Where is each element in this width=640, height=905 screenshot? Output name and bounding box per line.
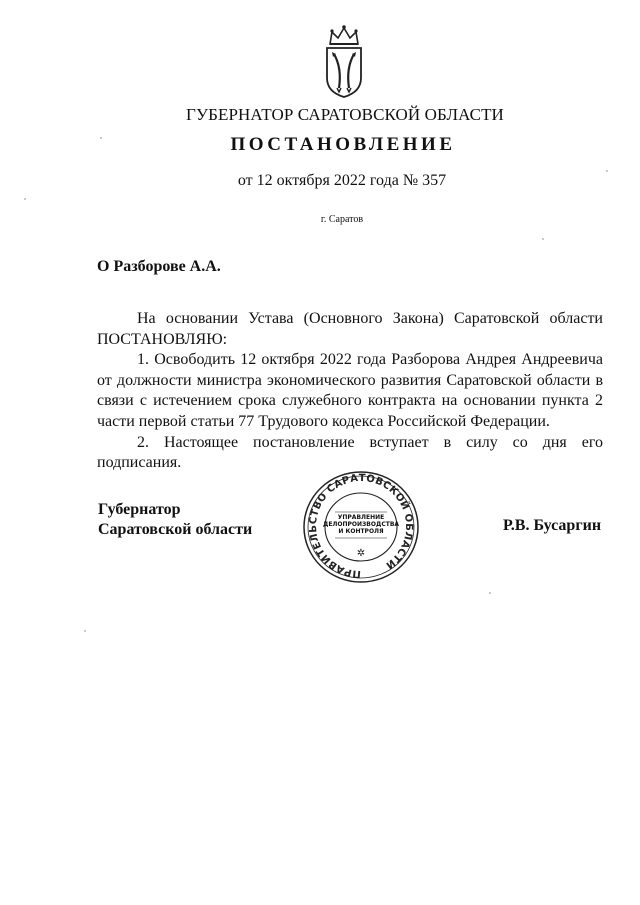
scan-speck <box>84 630 86 632</box>
body-item-1: 1. Освободить 12 октября 2022 года Разборова Андрея Андреевича от должности министра экономического развития Саратовской области в связи с истечением срока служебного контракта на основании пункта 2 части первой статьи 77 Трудового кодекса Российской Федерации. <box>97 351 603 430</box>
document-date-number: от 12 октября 2022 года № 357 <box>237 172 447 189</box>
signatory-title-line-1: Губернатор <box>98 501 181 518</box>
scan-speck <box>606 170 608 172</box>
document-subject: О Разборове А.А. <box>97 258 221 275</box>
scan-speck <box>542 238 544 240</box>
document-city: г. Саратов <box>320 214 364 225</box>
stamp-inner-line-3: И КОНТРОЛЯ <box>338 528 384 535</box>
body-decree-word: ПОСТАНОВЛЯЮ: <box>97 330 228 348</box>
scan-speck <box>24 198 26 200</box>
stamp-inner-line-2: ДЕЛОПРОИЗВОДСТВА <box>322 521 400 528</box>
signatory-title <box>98 500 252 540</box>
body-item-2: 2. Настоящее постановление вступает в силу со дня его подписания. <box>97 433 603 472</box>
scan-speck <box>100 137 102 139</box>
stamp-inner-text <box>300 514 422 535</box>
document-type-title: ПОСТАНОВЛЕНИЕ <box>230 134 456 155</box>
svg-text:✲: ✲ <box>356 548 366 559</box>
signatory-title-line-2: Саратовской области <box>98 521 253 538</box>
stamp-ring-text: ПРАВИТЕЛЬСТВО САРАТОВСКОЙ ОБЛАСТИ <box>307 472 415 580</box>
scan-speck <box>489 592 491 594</box>
signatory-name: Р.В. Бусаргин <box>503 517 602 534</box>
document-body <box>97 309 603 474</box>
body-intro: На основании Устава (Основного Закона) Саратовской области <box>137 310 603 327</box>
issuer-heading: ГУБЕРНАТОР САРАТОВСКОЙ ОБЛАСТИ <box>186 105 504 124</box>
stamp-inner-line-1: УПРАВЛЕНИЕ <box>337 514 385 521</box>
official-stamp <box>300 468 422 586</box>
saratov-coat-of-arms-icon <box>318 20 370 100</box>
